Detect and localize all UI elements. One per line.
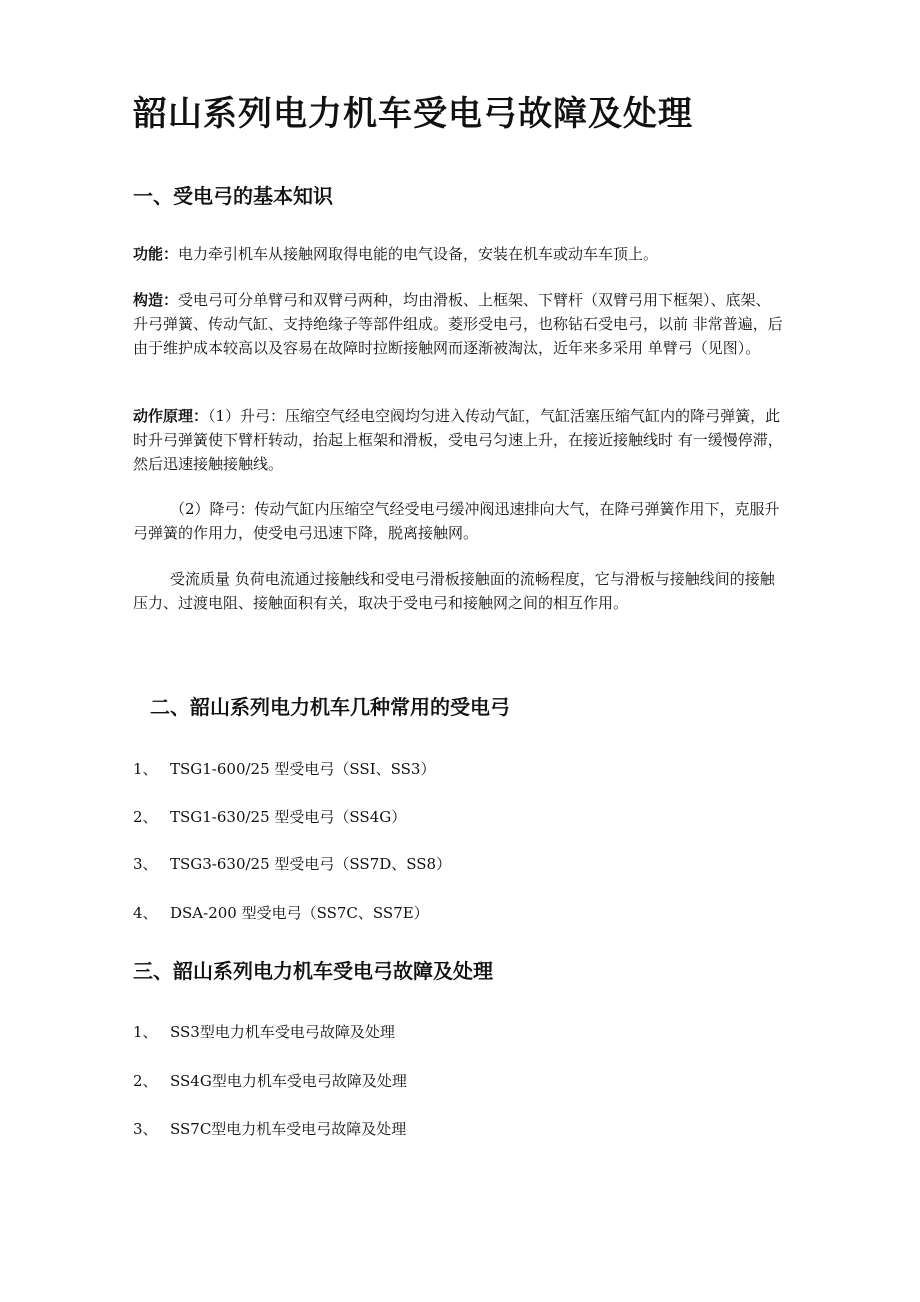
lower-paragraph: （2）降弓：传动气缸内压缩空气经受电弓缓冲阀迅速排向大气，在降弓弹簧作用下，克服升弓弹簧的作用力，使受电弓迅速下降，脱离接触网。 (133, 500, 780, 542)
list-item-number: 2、 (133, 808, 158, 826)
list-item-text: SS4G型电力机车受电弓故障及处理 (170, 1072, 407, 1090)
structure-text: 受电弓可分单臂弓和双臂弓两种，均由滑板、上框架、下臂杆（双臂弓用下框架）、底架、升弓弹簧、传动气缸、支持绝缘子等部件组成。菱形受电弓，也称钻石受电弓，以前 非常普遍，后由于维护成本较高以及容易在故障时拉断接触网而逐渐被淘汰，近年来多采用 单臂弓（见图）。 (133, 291, 783, 357)
list-item-number: 1、 (133, 1023, 158, 1041)
section-3-heading: 三、韶山系列电力机车受电弓故障及处理 (133, 959, 493, 983)
list-item-number: 4、 (133, 904, 158, 922)
function-paragraph (133, 242, 785, 266)
list-item (133, 1021, 395, 1042)
section-2-heading: 二、韶山系列电力机车几种常用的受电弓 (150, 695, 510, 719)
structure-paragraph (133, 288, 785, 360)
list-item (133, 853, 451, 874)
list-item (133, 806, 406, 827)
action-text: （1）升弓：压缩空气经电空阀均匀进入传动气缸，气缸活塞压缩气缸内的降弓弹簧，此时升弓弹簧使下臂杆转动，抬起上框架和滑板，受电弓匀速上升，在接近接触线时 有一缓慢停滞，然后迅速接触接触线。 (133, 407, 783, 473)
list-item-text: SS3型电力机车受电弓故障及处理 (170, 1023, 395, 1041)
current-quality-paragraph: 受流质量 负荷电流通过接触线和受电弓滑板接触面的流畅程度，它与滑板与接触线间的接触压力、过渡电阻、接触面积有关，取决于受电弓和接触网之间的相互作用。 (133, 570, 775, 612)
list-item-number: 2、 (133, 1072, 158, 1090)
action-paragraph (133, 404, 785, 476)
function-text: 电力牵引机车从接触网取得电能的电气设备，安装在机车或动车车顶上。 (178, 245, 659, 263)
structure-label: 构造： (133, 291, 179, 309)
list-item-number: 1、 (133, 760, 158, 778)
list-item-number: 3、 (133, 1120, 158, 1138)
action-label: 动作原理： (133, 407, 209, 425)
list-item (133, 1070, 407, 1091)
list-item-text: TSG1-600/25 型受电弓（SSI、SS3） (170, 760, 436, 778)
list-item (133, 758, 435, 779)
list-item-text: SS7C型电力机车受电弓故障及处理 (170, 1120, 407, 1138)
list-item (133, 902, 429, 923)
list-item-text: DSA-200 型受电弓（SS7C、SS7E） (170, 904, 429, 922)
page-title: 韶山系列电力机车受电弓故障及处理 (133, 94, 693, 134)
list-item-text: TSG1-630/25 型受电弓（SS4G） (170, 808, 407, 826)
list-item-text: TSG3-630/25 型受电弓（SS7D、SS8） (170, 855, 452, 873)
function-label: 功能： (133, 245, 179, 263)
section-1-heading: 一、受电弓的基本知识 (133, 184, 333, 208)
list-item (133, 1118, 406, 1139)
list-item-number: 3、 (133, 855, 158, 873)
